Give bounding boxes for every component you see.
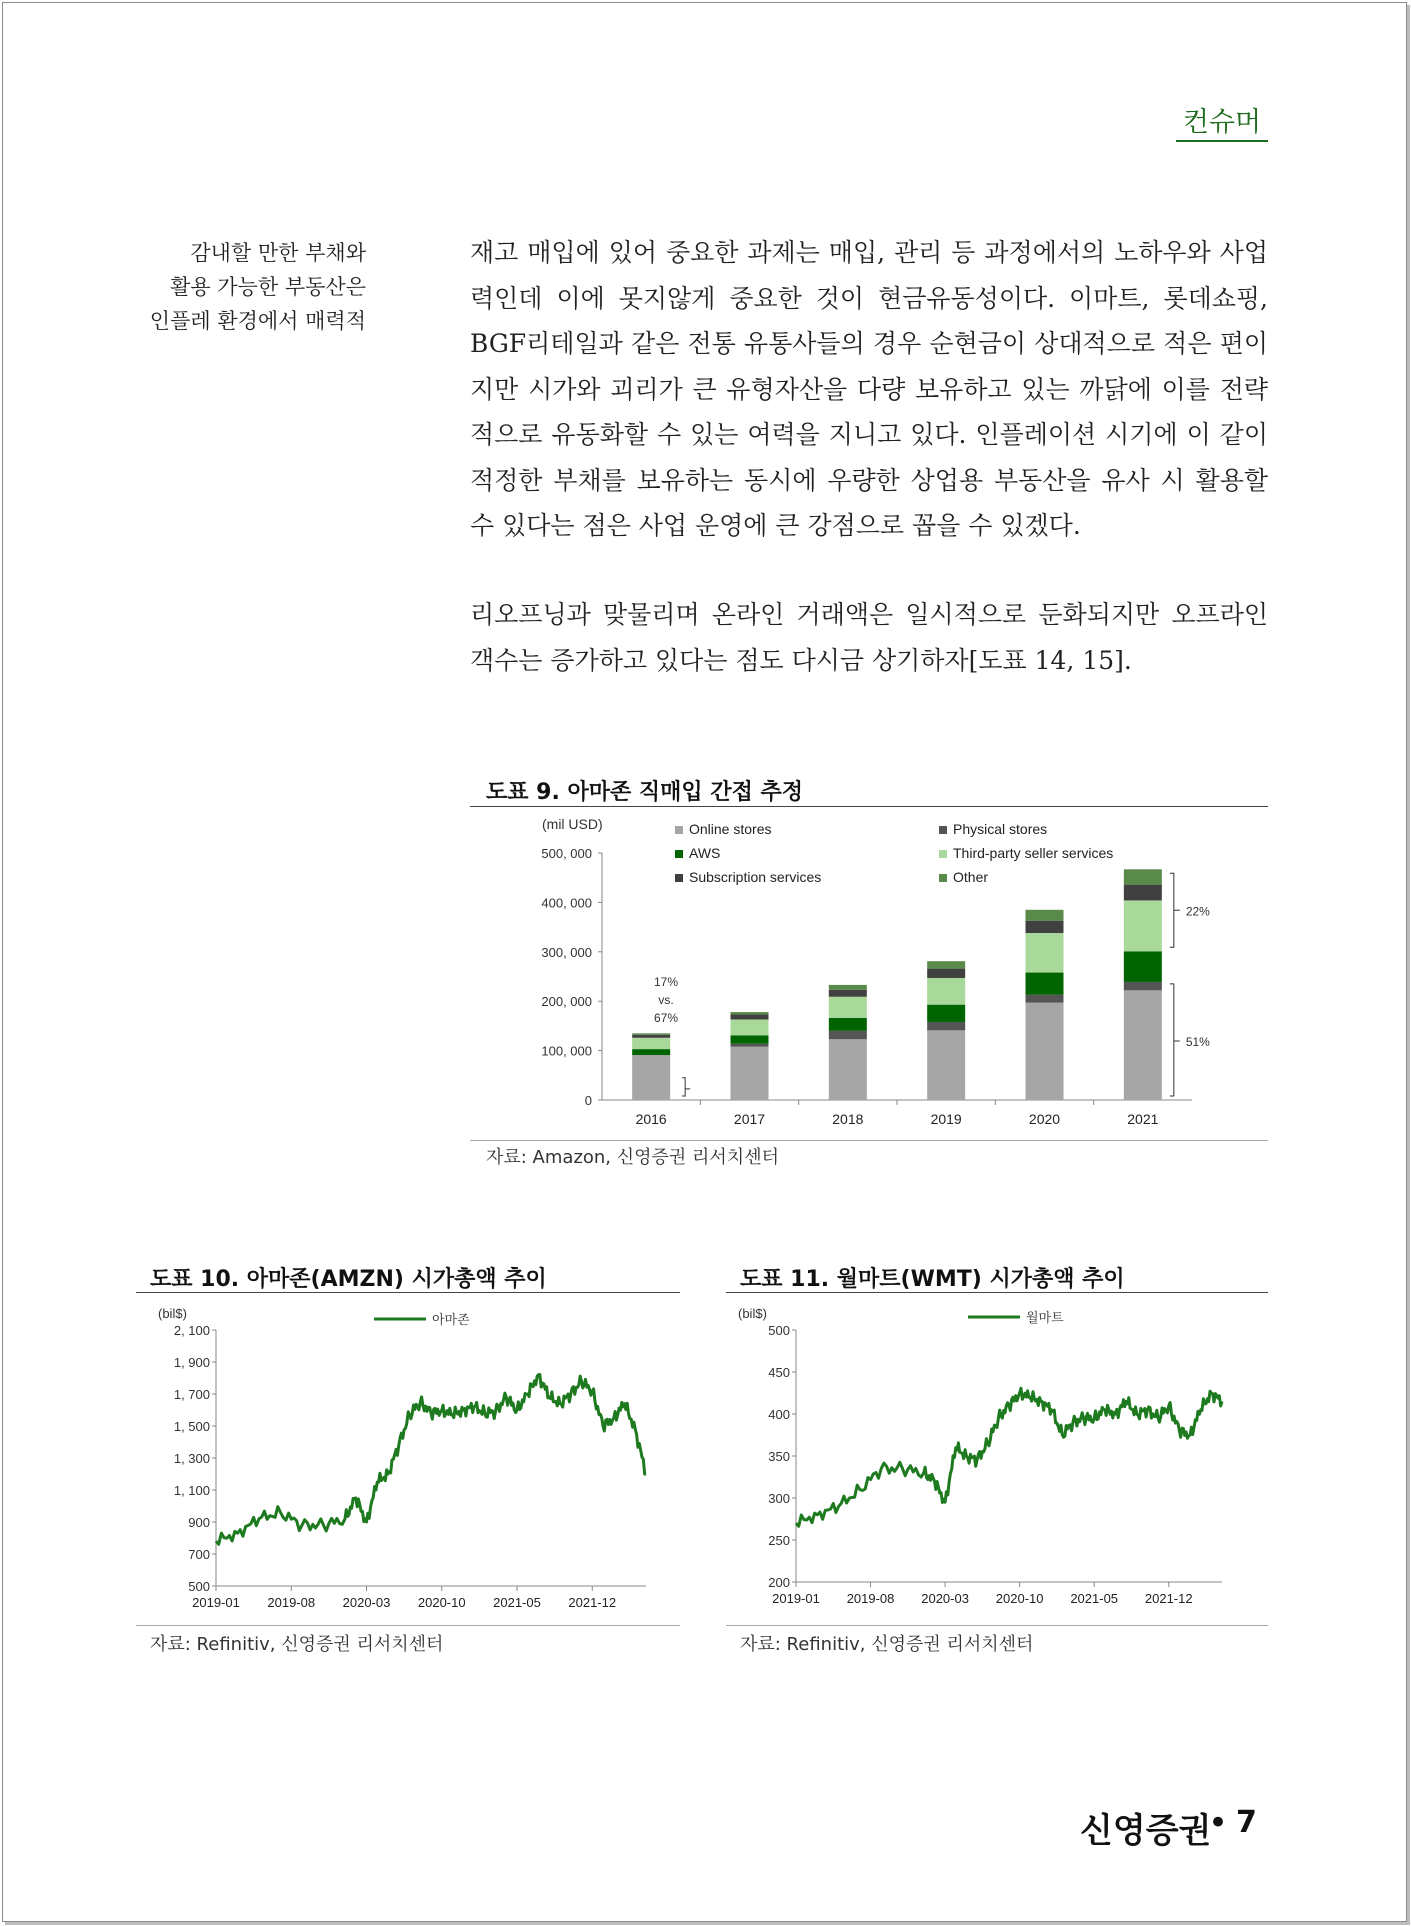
section-tag: 컨슈머 [1182,107,1262,138]
chart9-legend-swatch [675,874,683,882]
chart10-y-tick-label: 1, 700 [173,1387,210,1402]
chart9-legend-label: Online stores [689,821,772,837]
chart9-bar-segment [731,1019,769,1035]
chart9-bar-segment [927,969,965,978]
chart9-bar-segment [731,1015,769,1020]
chart9-bar-segment [731,1047,769,1100]
chart10-x-tick-label: 2019-08 [267,1595,316,1610]
chart9-y-tick-label: 500, 000 [541,846,592,861]
chart11-series-line [796,1388,1222,1526]
chart9-unit-label: (mil USD) [542,816,603,832]
chart10-y-tick-label: 1, 500 [173,1419,210,1434]
footer-separator: • [1208,1803,1229,1843]
chart9-annotation: 51% [1185,1034,1210,1049]
chart9-bar-segment [927,1022,965,1030]
chart9-bar-segment [1124,885,1162,901]
chart9-x-tick-label: 2017 [733,1111,766,1127]
sidebar-summary [140,236,366,338]
chart9-bar-segment [1124,869,1162,884]
chart9-annotation: 67% [653,1011,679,1025]
chart9-legend-swatch [675,826,683,834]
figure9-source: 자료: Amazon, 신영증권 리서치센터 [486,1147,779,1168]
chart11-legend-label: 월마트 [1026,1310,1064,1325]
chart9-annotation: vs. [658,993,674,1007]
chart9-legend-label: AWS [689,845,721,861]
sidebar-line: 인플레 환경에서 매력적 [149,309,366,333]
chart9-legend-swatch [939,874,947,882]
chart10-x-tick-label: 2019-01 [192,1595,240,1610]
body-paragraph-2: 리오프닝과 맞물리며 온라인 거래액은 일시적으로 둔화되지만 오프라인 객수는 증가하고 있다는 점도 다시금 상기하자[도표 14, 15]. [470,600,1268,675]
chart9-bar-segment [829,1031,867,1039]
figure10-chart [136,1294,682,1624]
chart11-y-tick-label: 450 [768,1365,790,1380]
chart11-unit-label: (bil$) [738,1306,767,1321]
chart10-y-tick-label: 500 [188,1579,210,1594]
chart10-x-tick-label: 2020-10 [417,1595,466,1610]
chart11-y-tick-label: 500 [768,1323,790,1338]
chart10-x-tick-label: 2021-12 [568,1595,617,1610]
chart9-bar-segment [1026,933,1064,973]
footer-brand: 신영증권 [1080,1811,1212,1851]
chart9-bar-segment [829,997,867,1018]
chart9-bar-segment [1124,900,1162,951]
chart9-bar-segment [1124,982,1162,990]
chart10-y-tick-label: 2, 100 [173,1323,210,1338]
chart11-x-tick-label: 2019-08 [846,1591,895,1606]
chart9-bracket-22 [1170,873,1180,947]
chart9-bar-segment [1026,973,1064,995]
chart9-bar-segment [632,1035,670,1038]
chart11-y-tick-label: 250 [768,1533,790,1548]
chart9-bar-segment [829,1039,867,1100]
figure11-source: 자료: Refinitiv, 신영증권 리서치센터 [740,1634,1034,1655]
chart9-x-tick-label: 2018 [832,1111,864,1127]
chart9-bar-segment [1026,910,1064,921]
chart11-y-tick-label: 300 [768,1491,790,1506]
chart11-x-tick-label: 2021-12 [1144,1591,1193,1606]
chart9-bar-segment [1124,990,1162,1100]
chart9-bar-segment [731,1044,769,1047]
chart10-y-tick-label: 700 [188,1547,210,1562]
chart9-bar-segment [1124,951,1162,982]
figure10-title: 도표 10. 아마존(AMZN) 시가총액 추이 [150,1267,547,1292]
chart11-x-tick-label: 2020-03 [921,1591,969,1606]
chart9-legend-label: Third-party seller services [953,845,1114,861]
chart9-x-tick-label: 2021 [1127,1111,1159,1127]
chart9-bar-segment [927,961,965,968]
chart9-bracket-2016 [682,1078,690,1096]
chart10-y-tick-label: 1, 900 [173,1355,210,1370]
chart9-bar-segment [1026,921,1064,933]
chart9-legend-label: Other [953,869,989,885]
chart11-x-tick-label: 2021-05 [1070,1591,1119,1606]
chart9-annotation: 22% [1185,904,1210,919]
chart9-bar-segment [829,985,867,990]
chart9-bar-segment [731,1012,769,1014]
chart9-legend-swatch [675,850,683,858]
figure9-bottom-rule [470,1140,1268,1141]
chart9-bar-segment [927,1005,965,1022]
figure11-bottom-rule [726,1625,1268,1626]
figure11-chart [726,1294,1270,1624]
chart9-bar-segment [632,1049,670,1055]
chart9-legend-label: Physical stores [953,821,1048,837]
chart10-y-tick-label: 1, 300 [173,1451,210,1466]
chart10-x-tick-label: 2021-05 [493,1595,541,1610]
figure9-title: 도표 9. 아마존 직매입 간접 추정 [486,780,803,805]
chart9-bar-segment [632,1055,670,1100]
figure11-title: 도표 11. 월마트(WMT) 시가총액 추이 [740,1267,1125,1292]
chart9-bracket-51 [1170,984,1180,1096]
chart9-x-tick-label: 2020 [1028,1111,1061,1127]
body-paragraph-1: 재고 매입에 있어 중요한 과제는 매입, 관리 등 과정에서의 노하우와 사업력인데 이에 못지않게 중요한 것이 현금유동성이다. 이마트, 롯데쇼핑, BGF리테일과 같은 전통 유통사들의 경우 순현금이 상대적으로 적은 편이지만 시가와 괴리가 큰 유형자산을 다량 보유하고 있는 까닭에 이를 전략적으로 유동화할 수 있는 여력을 지니고 있다. 인플레이션 시기에 이 같이 적정한 부채를 보유하는 동시에 우량한 상업용 부동산을 유사 시 활용할 수 있다는 점은 사업 운영에 큰 강점으로 꼽을 수 있겠다. [470,238,1268,540]
chart11-x-tick-label: 2019-01 [772,1591,820,1606]
chart9-bar-segment [1026,1003,1064,1100]
chart9-legend-swatch [939,826,947,834]
sidebar-line: 활용 가능한 부동산은 [170,275,366,299]
figure9-top-rule [470,806,1268,807]
figure10-source: 자료: Refinitiv, 신영증권 리서치센터 [150,1634,444,1655]
chart9-bar-segment [1026,995,1064,1003]
chart9-x-tick-label: 2019 [930,1111,962,1127]
chart9-y-tick-label: 300, 000 [541,944,592,960]
chart9-bar-segment [731,1035,769,1043]
chart9-y-tick-label: 400, 000 [541,895,592,911]
chart10-y-tick-label: 900 [188,1515,210,1530]
chart11-y-tick-label: 400 [768,1407,790,1422]
figure10-bottom-rule [136,1625,680,1626]
figure9-chart [470,808,1270,1138]
figure11-top-rule [726,1292,1268,1293]
chart11-x-tick-label: 2020-10 [995,1591,1044,1606]
chart10-series-line [216,1375,646,1545]
page-number: 7 [1236,1805,1257,1840]
chart9-annotation: 17% [653,975,679,989]
chart9-y-tick-label: 200, 000 [541,994,592,1010]
section-tag-underline [1176,140,1268,142]
figure10-top-rule [136,1292,680,1293]
chart9-bar-segment [829,990,867,997]
chart9-legend-label: Subscription services [689,869,822,885]
chart9-legend-swatch [939,850,947,858]
chart9-bar-segment [927,1030,965,1100]
chart9-x-tick-label: 2016 [635,1111,667,1127]
chart9-y-tick-label: 0 [584,1093,592,1108]
chart10-x-tick-label: 2020-03 [342,1595,391,1610]
chart11-y-tick-label: 200 [768,1575,790,1590]
chart9-bar-segment [927,978,965,1005]
chart9-bar-segment [632,1033,670,1034]
chart10-y-tick-label: 1, 100 [173,1483,210,1498]
chart9-bar-segment [632,1038,670,1049]
chart9-y-tick-label: 100, 000 [541,1043,592,1059]
chart11-y-tick-label: 350 [768,1449,790,1464]
chart10-legend-label: 아마존 [432,1312,470,1327]
sidebar-line: 감내할 만한 부채와 [190,241,366,265]
chart10-unit-label: (bil$) [158,1306,187,1321]
chart9-bar-segment [829,1018,867,1031]
